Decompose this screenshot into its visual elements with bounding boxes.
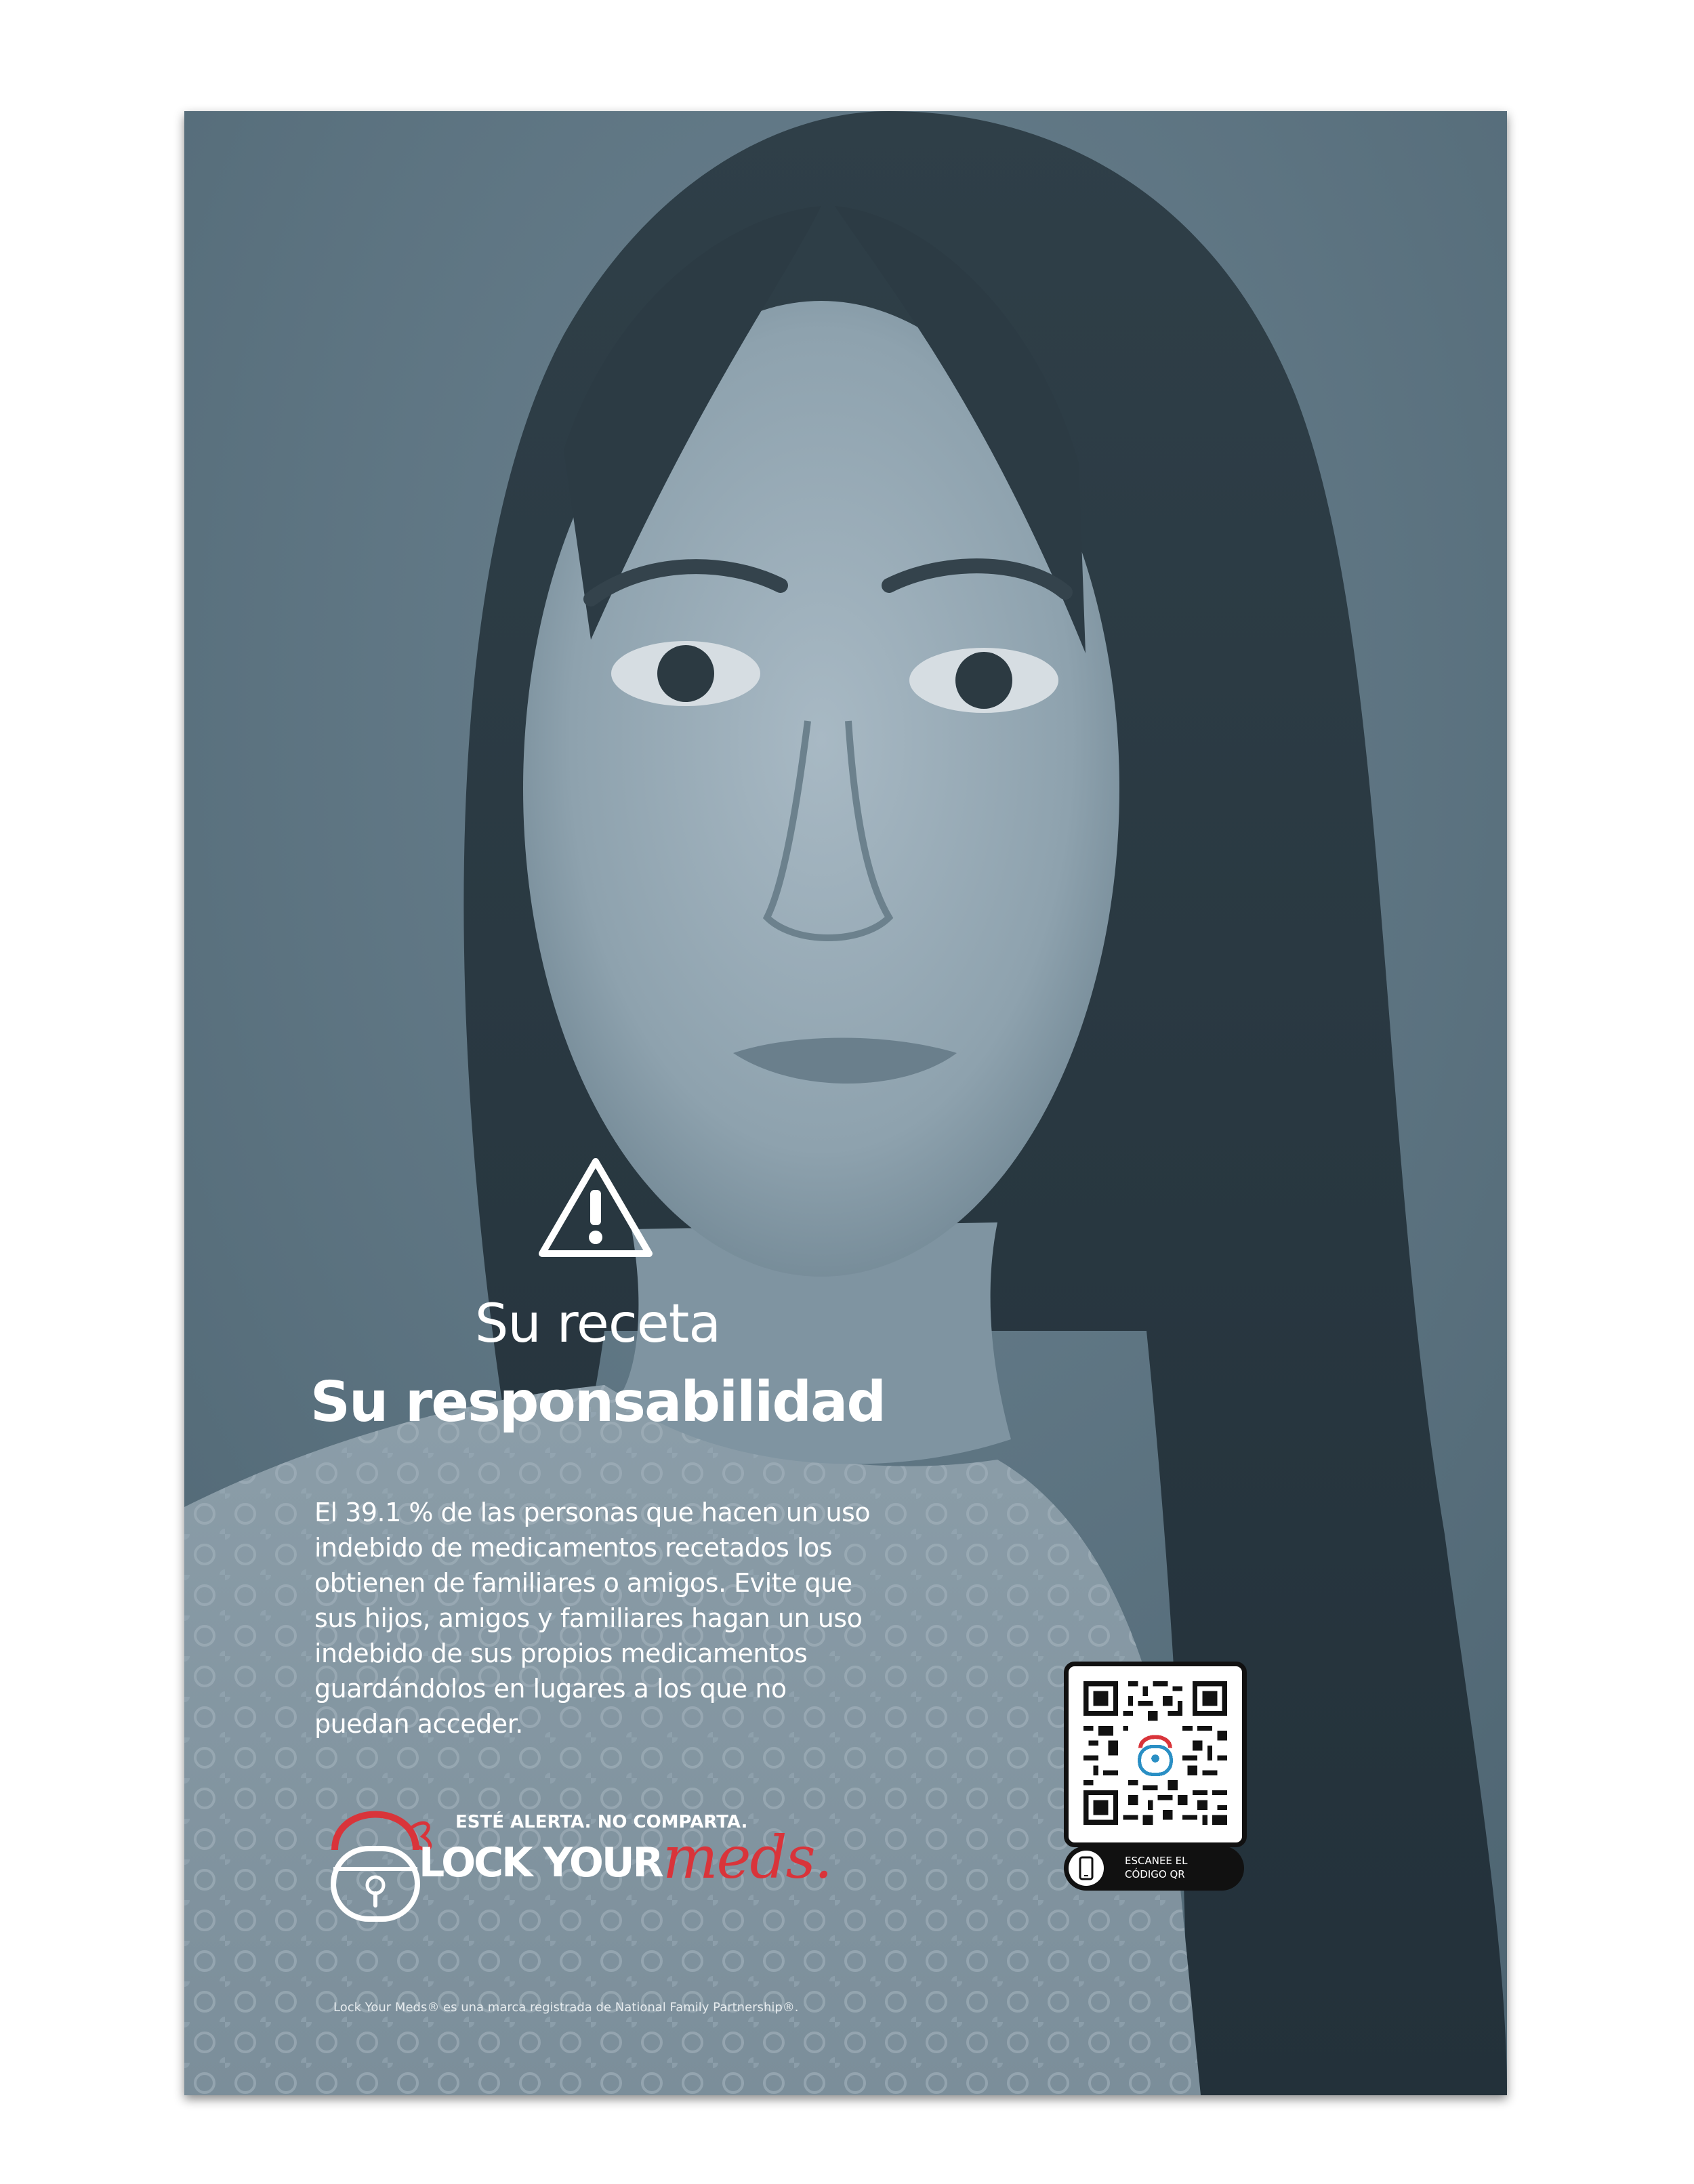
body-line: sus hijos, amigos y familiares hagan un uso [314, 1603, 863, 1633]
scan-instruction [1125, 1854, 1188, 1881]
logo-wordmark-script: meds. [663, 1824, 831, 1892]
body-paragraph [314, 1495, 924, 1742]
logo-tagline: ESTÉ ALERTA. NO COMPARTA. [455, 1812, 748, 1832]
body-line: El 39.1 % de las personas que hacen un uso [314, 1498, 871, 1527]
logo-wordmark: LOCK YOUR [419, 1839, 662, 1887]
qr-code-card[interactable] [1064, 1662, 1247, 1847]
headline-line-2: Su responsabilidad [310, 1370, 886, 1435]
body-line: indebido de sus propios medicamentos [314, 1639, 808, 1668]
body-line: indebido de medicamentos recetados los [314, 1533, 833, 1563]
scan-line-2: CÓDIGO QR [1125, 1868, 1185, 1880]
warning-triangle-icon [535, 1155, 656, 1260]
trademark-footnote: Lock Your Meds® es una marca registrada de National Family Partnership®. [333, 2000, 799, 2015]
smartphone-icon [1068, 1850, 1104, 1887]
body-line: guardándolos en lugares a los que no [314, 1674, 787, 1704]
body-line: puedan acceder. [314, 1709, 523, 1739]
scan-qr-badge [1064, 1846, 1244, 1891]
qr-code[interactable] [1083, 1681, 1227, 1825]
scan-line-1: ESCANEE EL [1125, 1855, 1188, 1867]
poster [184, 111, 1507, 2095]
headline-line-1: Su receta [474, 1294, 721, 1355]
body-line: obtienen de familiares o amigos. Evite que [314, 1568, 852, 1598]
